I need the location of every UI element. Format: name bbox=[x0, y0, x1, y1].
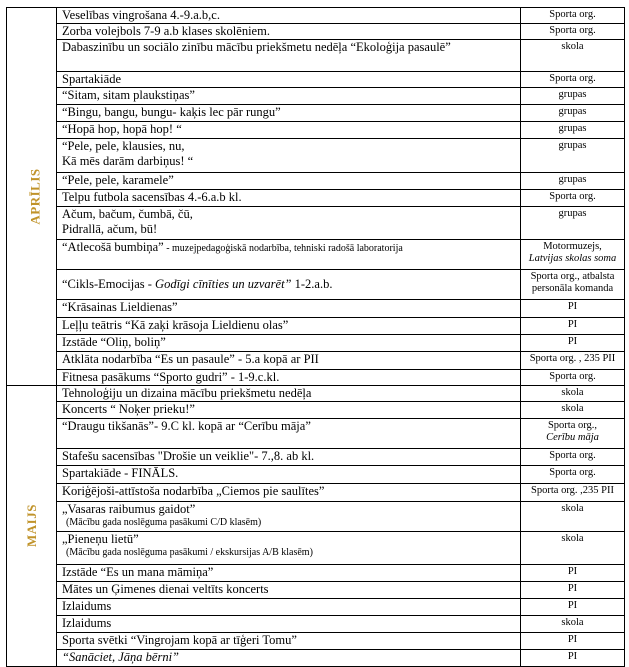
responsible-cell: Sporta org. bbox=[521, 466, 625, 484]
activity-cell: “Hopā hop, hopā hop! “ bbox=[57, 122, 521, 139]
activity-title: “Atlecošā bumbiņa” bbox=[62, 240, 164, 254]
responsible-line: Motormuzejs, bbox=[543, 241, 602, 252]
responsible-cell: Sporta org. bbox=[521, 449, 625, 466]
activity-italic: Godīgi cīnīties un uzvarēt” bbox=[155, 277, 292, 291]
activity-cell: Koriģējoši-attīstoša nodarbība „Ciemos pie saulītes” bbox=[57, 484, 521, 502]
activity-cell bbox=[57, 502, 521, 532]
table-row bbox=[7, 207, 625, 240]
table-row bbox=[7, 8, 625, 24]
activity-cell: Izstāde “Oliņ, boliņ” bbox=[57, 335, 521, 352]
activity-cell: “Bingu, bangu, bungu- kaķis lec pār rungu” bbox=[57, 105, 521, 122]
table-row bbox=[7, 300, 625, 318]
table-row bbox=[7, 616, 625, 633]
responsible-cell bbox=[521, 270, 625, 300]
activity-cell: “Sanāciet, Jāņa bērni” bbox=[57, 650, 521, 667]
activity-note: (Mācību gada noslēguma pasākumi C/D klasēm) bbox=[66, 517, 262, 528]
activity-cell: “Krāsainas Lieldienas” bbox=[57, 300, 521, 318]
activity-line: Kā mēs darām darbiņus! “ bbox=[62, 154, 194, 168]
activity-note: (Mācību gada noslēguma pasākumi / ekskursijas A/B klasēm) bbox=[66, 547, 313, 558]
responsible-cell: grupas bbox=[521, 139, 625, 173]
activity-cell: Izlaidums bbox=[57, 599, 521, 616]
responsible-cell: grupas bbox=[521, 207, 625, 240]
responsible-line: personāla komanda bbox=[531, 283, 614, 294]
responsible-cell: skola bbox=[521, 402, 625, 419]
responsible-cell: Sporta org. ,235 PII bbox=[521, 484, 625, 502]
table-row bbox=[7, 173, 625, 190]
table-row bbox=[7, 419, 625, 449]
table-row bbox=[7, 502, 625, 532]
table-row bbox=[7, 318, 625, 335]
table-row bbox=[7, 240, 625, 270]
responsible-cell: skola bbox=[521, 386, 625, 402]
activity-cell: Sporta svētki “Vingrojam kopā ar tīģeri Tomu” bbox=[57, 633, 521, 650]
responsible-line: Latvijas skolas soma bbox=[528, 253, 617, 264]
activity-cell bbox=[57, 270, 521, 300]
activity-line: “Pele, pele, klausies, nu, bbox=[62, 139, 185, 153]
activity-cell: Stafešu sacensības "Drošie un veiklie"- 7.,8. ab kl. bbox=[57, 449, 521, 466]
responsible-cell: Sporta org. bbox=[521, 8, 625, 24]
activity-line: Pidrallā, ačum, bū! bbox=[62, 222, 158, 236]
responsible-cell: PI bbox=[521, 582, 625, 599]
activity-cell bbox=[57, 532, 521, 565]
table-row bbox=[7, 484, 625, 502]
table-row bbox=[7, 105, 625, 122]
activity-cell: “Sitam, sitam plaukstiņas” bbox=[57, 88, 521, 105]
activity-cell bbox=[57, 240, 521, 270]
responsible-cell: PI bbox=[521, 599, 625, 616]
activity-note: - muzejpedagoģiskā nodarbība, tehniski radošā laboratorija bbox=[163, 243, 403, 254]
responsible-cell: skola bbox=[521, 616, 625, 633]
table-row bbox=[7, 599, 625, 616]
month-cell-may bbox=[7, 386, 57, 667]
table-row bbox=[7, 466, 625, 484]
responsible-cell bbox=[521, 240, 625, 270]
activity-cell: Tehnoloģiju un dizaina mācību priekšmetu nedēļa bbox=[57, 386, 521, 402]
activity-cell bbox=[57, 207, 521, 240]
table-row bbox=[7, 122, 625, 139]
month-label-april: APRĪLIS bbox=[27, 167, 43, 225]
responsible-cell: grupas bbox=[521, 88, 625, 105]
table-row bbox=[7, 582, 625, 599]
activity-cell: Leļļu teātris “Kā zaķi krāsoja Lieldienu olas” bbox=[57, 318, 521, 335]
table-row bbox=[7, 402, 625, 419]
table-row bbox=[7, 270, 625, 300]
activity-tail: 1-2.a.b. bbox=[291, 277, 333, 291]
activity-cell: Koncerts “ Noķer prieku!” bbox=[57, 402, 521, 419]
responsible-cell: skola bbox=[521, 40, 625, 72]
table-row bbox=[7, 72, 625, 88]
responsible-cell: PI bbox=[521, 300, 625, 318]
table-row bbox=[7, 352, 625, 370]
activity-cell: Izlaidums bbox=[57, 616, 521, 633]
responsible-cell: skola bbox=[521, 532, 625, 565]
table-row bbox=[7, 88, 625, 105]
activity-cell: Atklāta nodarbība “Es un pasaule” - 5.a kopā ar PII bbox=[57, 352, 521, 370]
activity-line: Ačum, bačum, čumbā, čū, bbox=[62, 207, 193, 221]
activity-title: „Pieneņu lietū” bbox=[62, 532, 139, 546]
activity-cell: Telpu futbola sacensības 4.-6.a.b kl. bbox=[57, 190, 521, 207]
table-row bbox=[7, 650, 625, 667]
activity-cell: Dabaszinību un sociālo zinību mācību priekšmetu nedēļa “Ekoloģija pasaulē” bbox=[57, 40, 521, 72]
responsible-cell bbox=[521, 419, 625, 449]
activity-cell: Mātes un Ģimenes dienai veltīts koncerts bbox=[57, 582, 521, 599]
activity-cell: Spartakiāde - FINĀLS. bbox=[57, 466, 521, 484]
table-row bbox=[7, 190, 625, 207]
responsible-cell: Sporta org. , 235 PII bbox=[521, 352, 625, 370]
activity-cell: “Draugu tikšanās”- 9.C kl. kopā ar “Cerību māja” bbox=[57, 419, 521, 449]
activity-cell bbox=[57, 139, 521, 173]
responsible-cell: Sporta org. bbox=[521, 370, 625, 386]
table-row bbox=[7, 24, 625, 40]
responsible-cell: Sporta org. bbox=[521, 190, 625, 207]
table-row bbox=[7, 40, 625, 72]
responsible-cell: Sporta org. bbox=[521, 72, 625, 88]
table-row bbox=[7, 449, 625, 466]
responsible-line: Cerību māja bbox=[546, 432, 599, 443]
table-row bbox=[7, 370, 625, 386]
responsible-cell: PI bbox=[521, 318, 625, 335]
activity-cell: Veselības vingrošana 4.-9.a.b,c. bbox=[57, 8, 521, 24]
table-row bbox=[7, 139, 625, 173]
responsible-line: Sporta org., atbalsta bbox=[530, 271, 615, 282]
table-row bbox=[7, 633, 625, 650]
activity-cell: “Pele, pele, karamele” bbox=[57, 173, 521, 190]
activity-cell: Izstāde “Es un mana māmiņa” bbox=[57, 565, 521, 582]
activity-title: “Cikls-Emocijas - bbox=[62, 277, 156, 291]
responsible-cell: skola bbox=[521, 502, 625, 532]
responsible-line: Sporta org., bbox=[547, 420, 598, 431]
activity-cell: Fitnesa pasākums “Sporto gudri” - 1-9.c.kl. bbox=[57, 370, 521, 386]
responsible-cell: PI bbox=[521, 633, 625, 650]
table-row bbox=[7, 565, 625, 582]
responsible-cell: PI bbox=[521, 335, 625, 352]
table-row bbox=[7, 386, 625, 402]
activity-cell: Zorba volejbols 7-9 a.b klases skolēniem. bbox=[57, 24, 521, 40]
month-label-may: MAIJS bbox=[23, 504, 39, 547]
month-cell-april bbox=[7, 8, 57, 386]
schedule-table bbox=[6, 7, 625, 667]
activity-title: „Vasaras raibumus gaidot” bbox=[62, 502, 196, 516]
responsible-cell: grupas bbox=[521, 173, 625, 190]
table-row bbox=[7, 335, 625, 352]
table-row bbox=[7, 532, 625, 565]
responsible-cell: grupas bbox=[521, 122, 625, 139]
responsible-cell: PI bbox=[521, 650, 625, 667]
responsible-cell: Sporta org. bbox=[521, 24, 625, 40]
responsible-cell: grupas bbox=[521, 105, 625, 122]
activity-cell: Spartakiāde bbox=[57, 72, 521, 88]
responsible-cell: PI bbox=[521, 565, 625, 582]
